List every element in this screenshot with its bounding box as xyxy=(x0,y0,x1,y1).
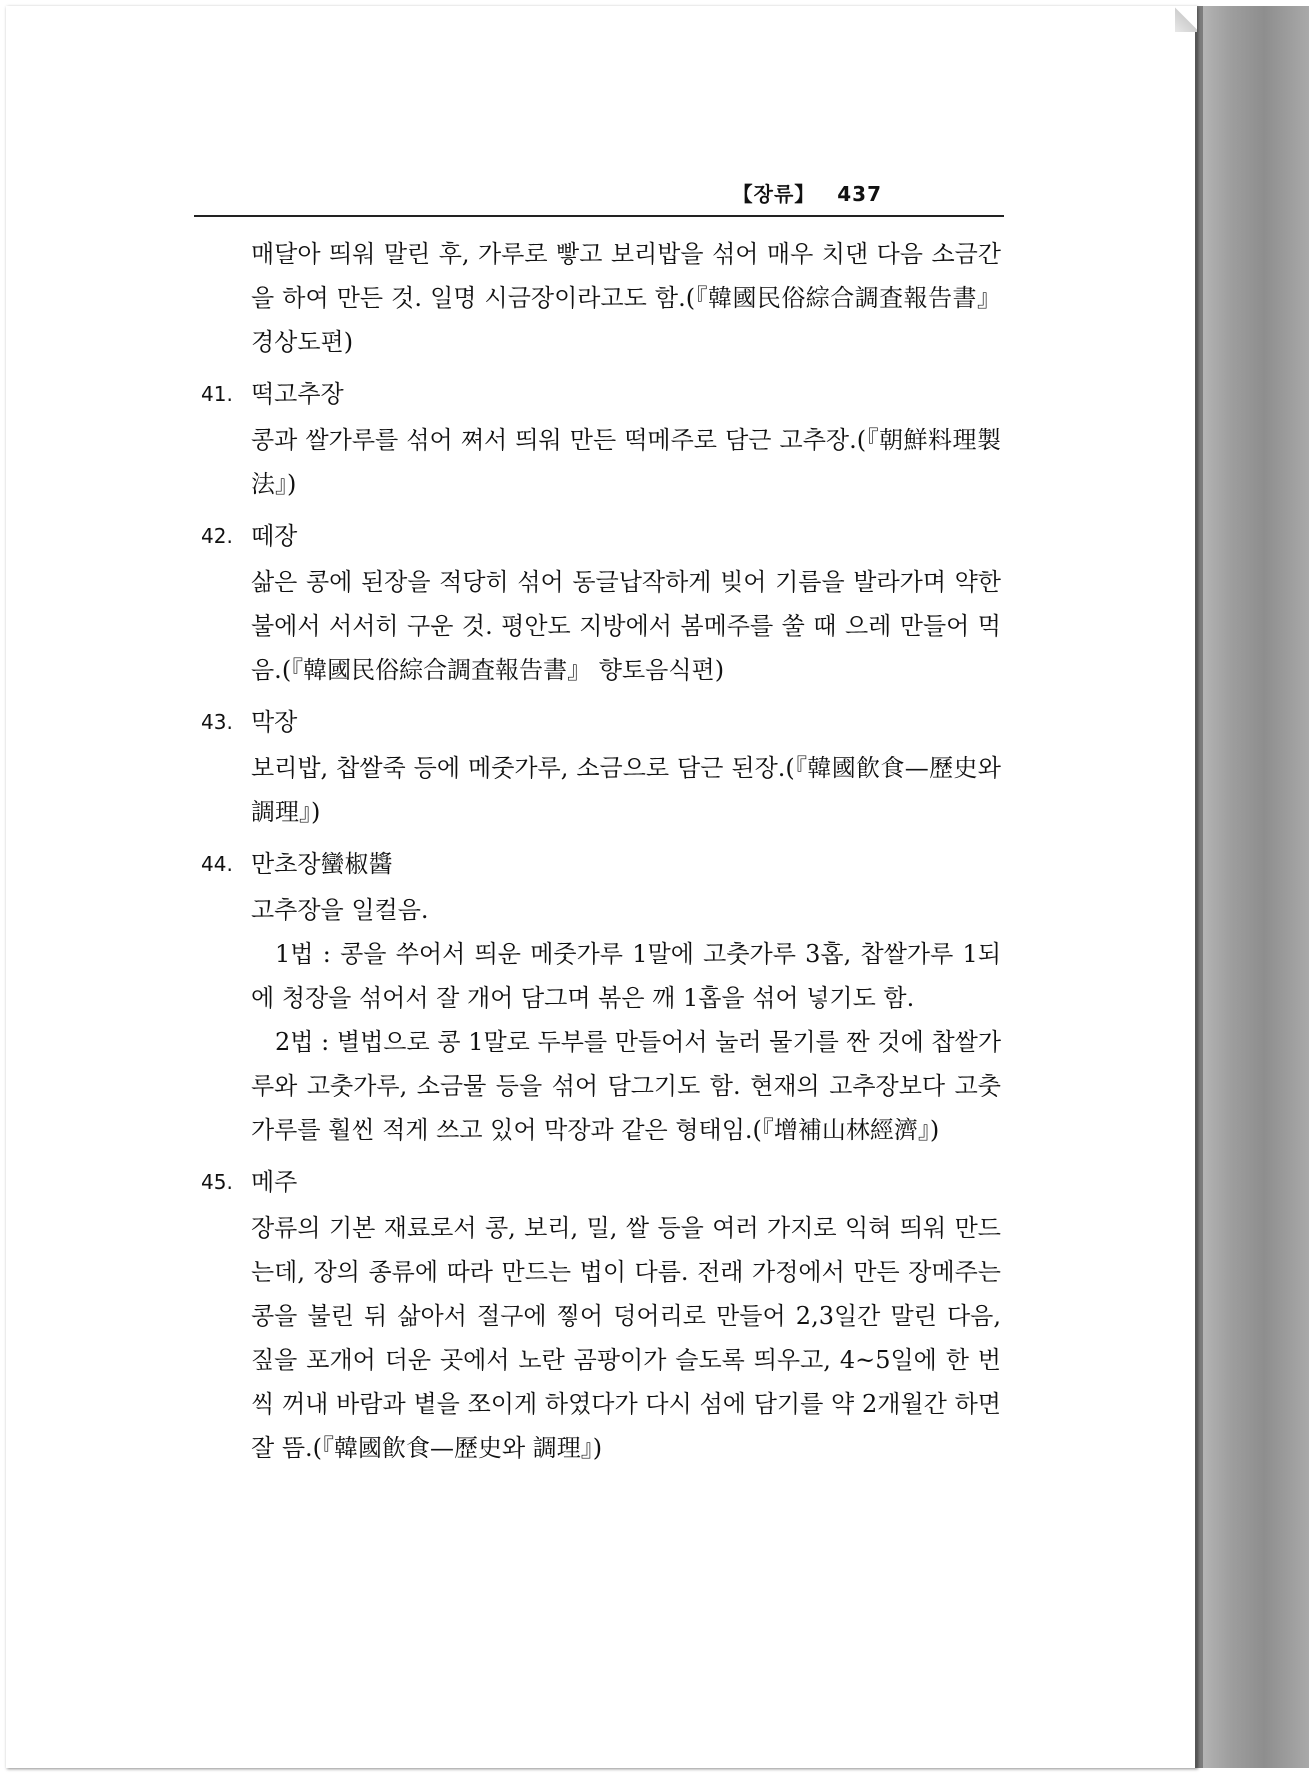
entry-43 xyxy=(201,702,1001,834)
entry-paragraph: 콩과 쌀가루를 섞어 쪄서 띄워 만든 떡메주로 담근 고추장.(『朝鮮料理製法』) xyxy=(251,426,1001,498)
entry-heading xyxy=(201,702,1001,742)
method-paragraph: 2법 : 별법으로 콩 1말로 두부를 만들어서 눌러 물기를 짠 것에 찹쌀가루와 고춧가루, 소금물 등을 섞어 담그기도 함. 현재의 고추장보다 고춧가루를 훨씬 적게 쓰고 있어 막장과 같은 형태임.(『增補山林經濟』) xyxy=(251,1028,1001,1144)
entry-number: 42. xyxy=(201,524,233,548)
running-header xyxy=(733,178,882,207)
entry-title: 메주 xyxy=(251,1168,298,1196)
page-content xyxy=(201,232,1001,1470)
entry-45 xyxy=(201,1162,1001,1470)
entry-number: 41. xyxy=(201,382,233,406)
entry-number: 44. xyxy=(201,852,233,876)
header-rule xyxy=(194,215,1004,217)
entry-paragraph: 보리밥, 찹쌀죽 등에 메줏가루, 소금으로 담근 된장.(『韓國飮食—歷史와 調理』) xyxy=(251,754,1001,826)
page-number: 437 xyxy=(837,182,882,206)
section-title: 【장류】 xyxy=(732,182,816,206)
entry-title: 막장 xyxy=(251,708,298,736)
entry-41 xyxy=(201,374,1001,506)
entry-42 xyxy=(201,516,1001,692)
method-paragraph: 1법 : 콩을 쑤어서 띄운 메줏가루 1말에 고춧가루 3홉, 찹쌀가루 1되에 청장을 섞어서 잘 개어 담그며 볶은 깨 1홉을 섞어 넣기도 함. xyxy=(251,940,1001,1012)
entry-title: 떡고추장 xyxy=(251,380,344,408)
entry-heading xyxy=(201,844,1001,884)
entry-title: 떼장 xyxy=(251,522,298,550)
page-corner-fold xyxy=(1175,6,1197,32)
entry-number: 45. xyxy=(201,1170,233,1194)
entry-heading xyxy=(201,1162,1001,1202)
entry-title: 만초장蠻椒醬 xyxy=(251,850,393,878)
entry-paragraph: 고추장을 일컬음. xyxy=(251,896,429,924)
continued-paragraph: 매달아 띄워 말린 후, 가루로 빻고 보리밥을 섞어 매우 치댄 다음 소금간을 하여 만든 것. 일명 시금장이라고도 함.(『韓國民俗綜合調査報告書』 경상도편) xyxy=(251,240,1001,356)
entry-heading xyxy=(201,374,1001,414)
entry-paragraph: 장류의 기본 재료로서 콩, 보리, 밀, 쌀 등을 여러 가지로 익혀 띄워 만드는데, 장의 종류에 따라 만드는 법이 다름. 전래 가정에서 만든 장메주는 콩을 불린 뒤 삶아서 절구에 찧어 덩어리로 만들어 2,3일간 말린 다음, 짚을 포개어 더운 곳에서 노란 곰팡이가 슬도록 띄우고, 4~5일에 한 번씩 꺼내 바람과 볕을 쪼이게 하였다가 다시 섬에 담기를 약 2개월간 하면 잘 뜸.(『韓國飮食—歷史와 調理』) xyxy=(251,1214,1001,1462)
entry-paragraph: 삶은 콩에 된장을 적당히 섞어 동글납작하게 빚어 기름을 발라가며 약한 불에서 서서히 구운 것. 평안도 지방에서 봄메주를 쑬 때 으레 만들어 먹음.(『韓國民俗綜合調査報告書』 향토음식편) xyxy=(251,568,1001,684)
entry-heading xyxy=(201,516,1001,556)
entry-44 xyxy=(201,844,1001,1152)
entry-number: 43. xyxy=(201,710,233,734)
page-stack-edge xyxy=(1197,6,1309,1768)
book-page xyxy=(6,6,1197,1768)
